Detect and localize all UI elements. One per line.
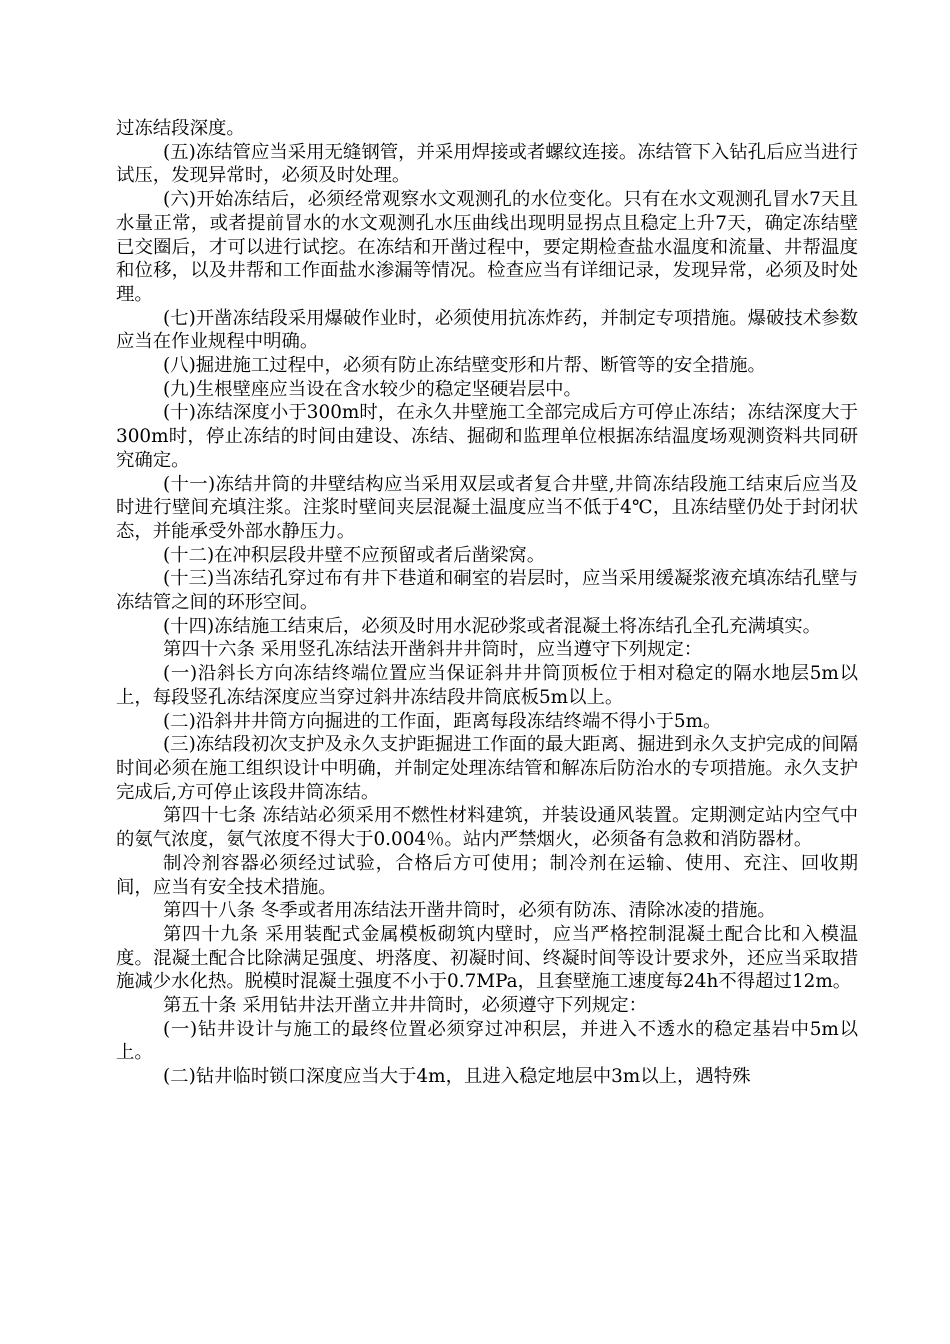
article-47-refrigerant: 制冷剂容器必须经过试验，合格后方可使用；制冷剂在运输、使用、充注、回收期间，应当有安全技术措施。 [116,852,858,898]
article-46-item-3: (三)冻结段初次支护及永久支护距掘进工作面的最大距离、掘进到永久支护完成的间隔时间必须在施工组织设计中明确，并制定处理冻结管和解冻后防治水的专项措施。永久支护完成后,方可停止该段井筒冻结。 [116,734,858,803]
article-46-item-1: (一)沿斜长方向冻结终端位置应当保证斜井井筒顶板位于相对稳定的隔水地层5m以上，每段竖孔冻结深度应当穿过斜井冻结段井筒底板5m以上。 [116,663,858,708]
paragraph-item-12: (十二)在冲积层段井壁不应预留或者后凿梁窝。 [163,544,546,566]
paragraph-item-14: (十四)冻结施工结束后，必须及时用水泥砂浆或者混凝土将冻结孔全孔充满填实。 [163,615,822,637]
paragraph-item-6: (六)开始冻结后，必须经常观察水文观测孔的水位变化。只有在水文观测孔冒水7天且水量正常，或者提前冒水的水文观测孔水压曲线出现明显拐点且稳定上升7天，确定冻结壁已交圈后，才可以进行试挖。在冻结和开凿过程中，要定期检查盐水温度和流量、井帮温度和位移，以及井帮和工作面盐水渗漏等情况。检查应当有详细记录，发现异常，必须及时处理。 [116,189,858,305]
paragraph-item-11: (十一)冻结井筒的井壁结构应当采用双层或者复合井壁,井筒冻结段施工结束后应当及时进行壁间充填注浆。注浆时壁间夹层混凝土温度应当不低于4℃，且冻结壁仍处于封闭状态，并能承受外部水静压力。 [116,473,858,542]
paragraph-item-13: (十三)当冻结孔穿过布有井下巷道和硐室的岩层时，应当采用缓凝浆液充填冻结孔壁与冻结管之间的环形空间。 [116,568,858,614]
article-46-heading: 第四十六条 采用竖孔冻结法开凿斜井井筒时，应当遵守下列规定： [163,639,703,661]
article-49: 第四十九条 采用装配式金属模板砌筑内壁时，应当严格控制混凝土配合比和入模温度。混凝土配合比除满足强度、坍落度、初凝时间、终凝时间等设计要求外，还应当采取措施减少水化热。脱模时混凝土强度不小于0.7MPa，且套壁施工速度每24h不得超过12m。 [116,923,858,993]
article-50-heading: 第五十条 采用钻井法开凿立井井筒时，必须遵守下列规定： [163,995,648,1017]
paragraph-item-9: (九)生根壁座应当设在含水较少的稳定坚硬岩层中。 [163,378,582,400]
paragraph-item-10: (十)冻结深度小于300m时，在永久井壁施工全部完成后方可停止冻结；冻结深度大于300m时，停止冻结的时间由建设、冻结、掘砌和监理单位根据冻结温度场观测资料共同研究确定。 [116,402,858,471]
paragraph-item-5: (五)冻结管应当采用无缝钢管，并采用焊接或者螺纹连接。冻结管下入钻孔后应当进行试压，发现异常时，必须及时处理。 [116,141,858,187]
article-50-item-1: (一)钻井设计与施工的最终位置必须穿过冲积层，并进入不透水的稳定基岩中5m以上。 [116,1018,858,1064]
article-46-item-2: (二)沿斜井井筒方向掘进的工作面，距离每段冻结终端不得小于5m。 [163,710,722,732]
document-page [116,117,858,1089]
paragraph-item-8: (八)掘进施工过程中，必须有防止冻结壁变形和片帮、断管等的安全措施。 [163,355,766,377]
article-48: 第四十八条 冬季或者用冻结法开凿井筒时，必须有防冻、清除冰凌的措施。 [163,900,776,922]
paragraph-item-7: (七)开凿冻结段采用爆破作业时，必须使用抗冻炸药，并制定专项措施。爆破技术参数应当在作业规程中明确。 [116,307,858,353]
article-47: 第四十七条 冻结站必须采用不燃性材料建筑，并装设通风装置。定期测定站内空气中的氨气浓度，氨气浓度不得大于0.004％。站内严禁烟火，必须备有急救和消防器材。 [116,805,858,851]
paragraph-continuation: 过冻结段深度。 [116,118,245,139]
article-50-item-2: (二)钻井临时锁口深度应当大于4m，且进入稳定地层中3m以上，遇特殊 [163,1066,751,1088]
